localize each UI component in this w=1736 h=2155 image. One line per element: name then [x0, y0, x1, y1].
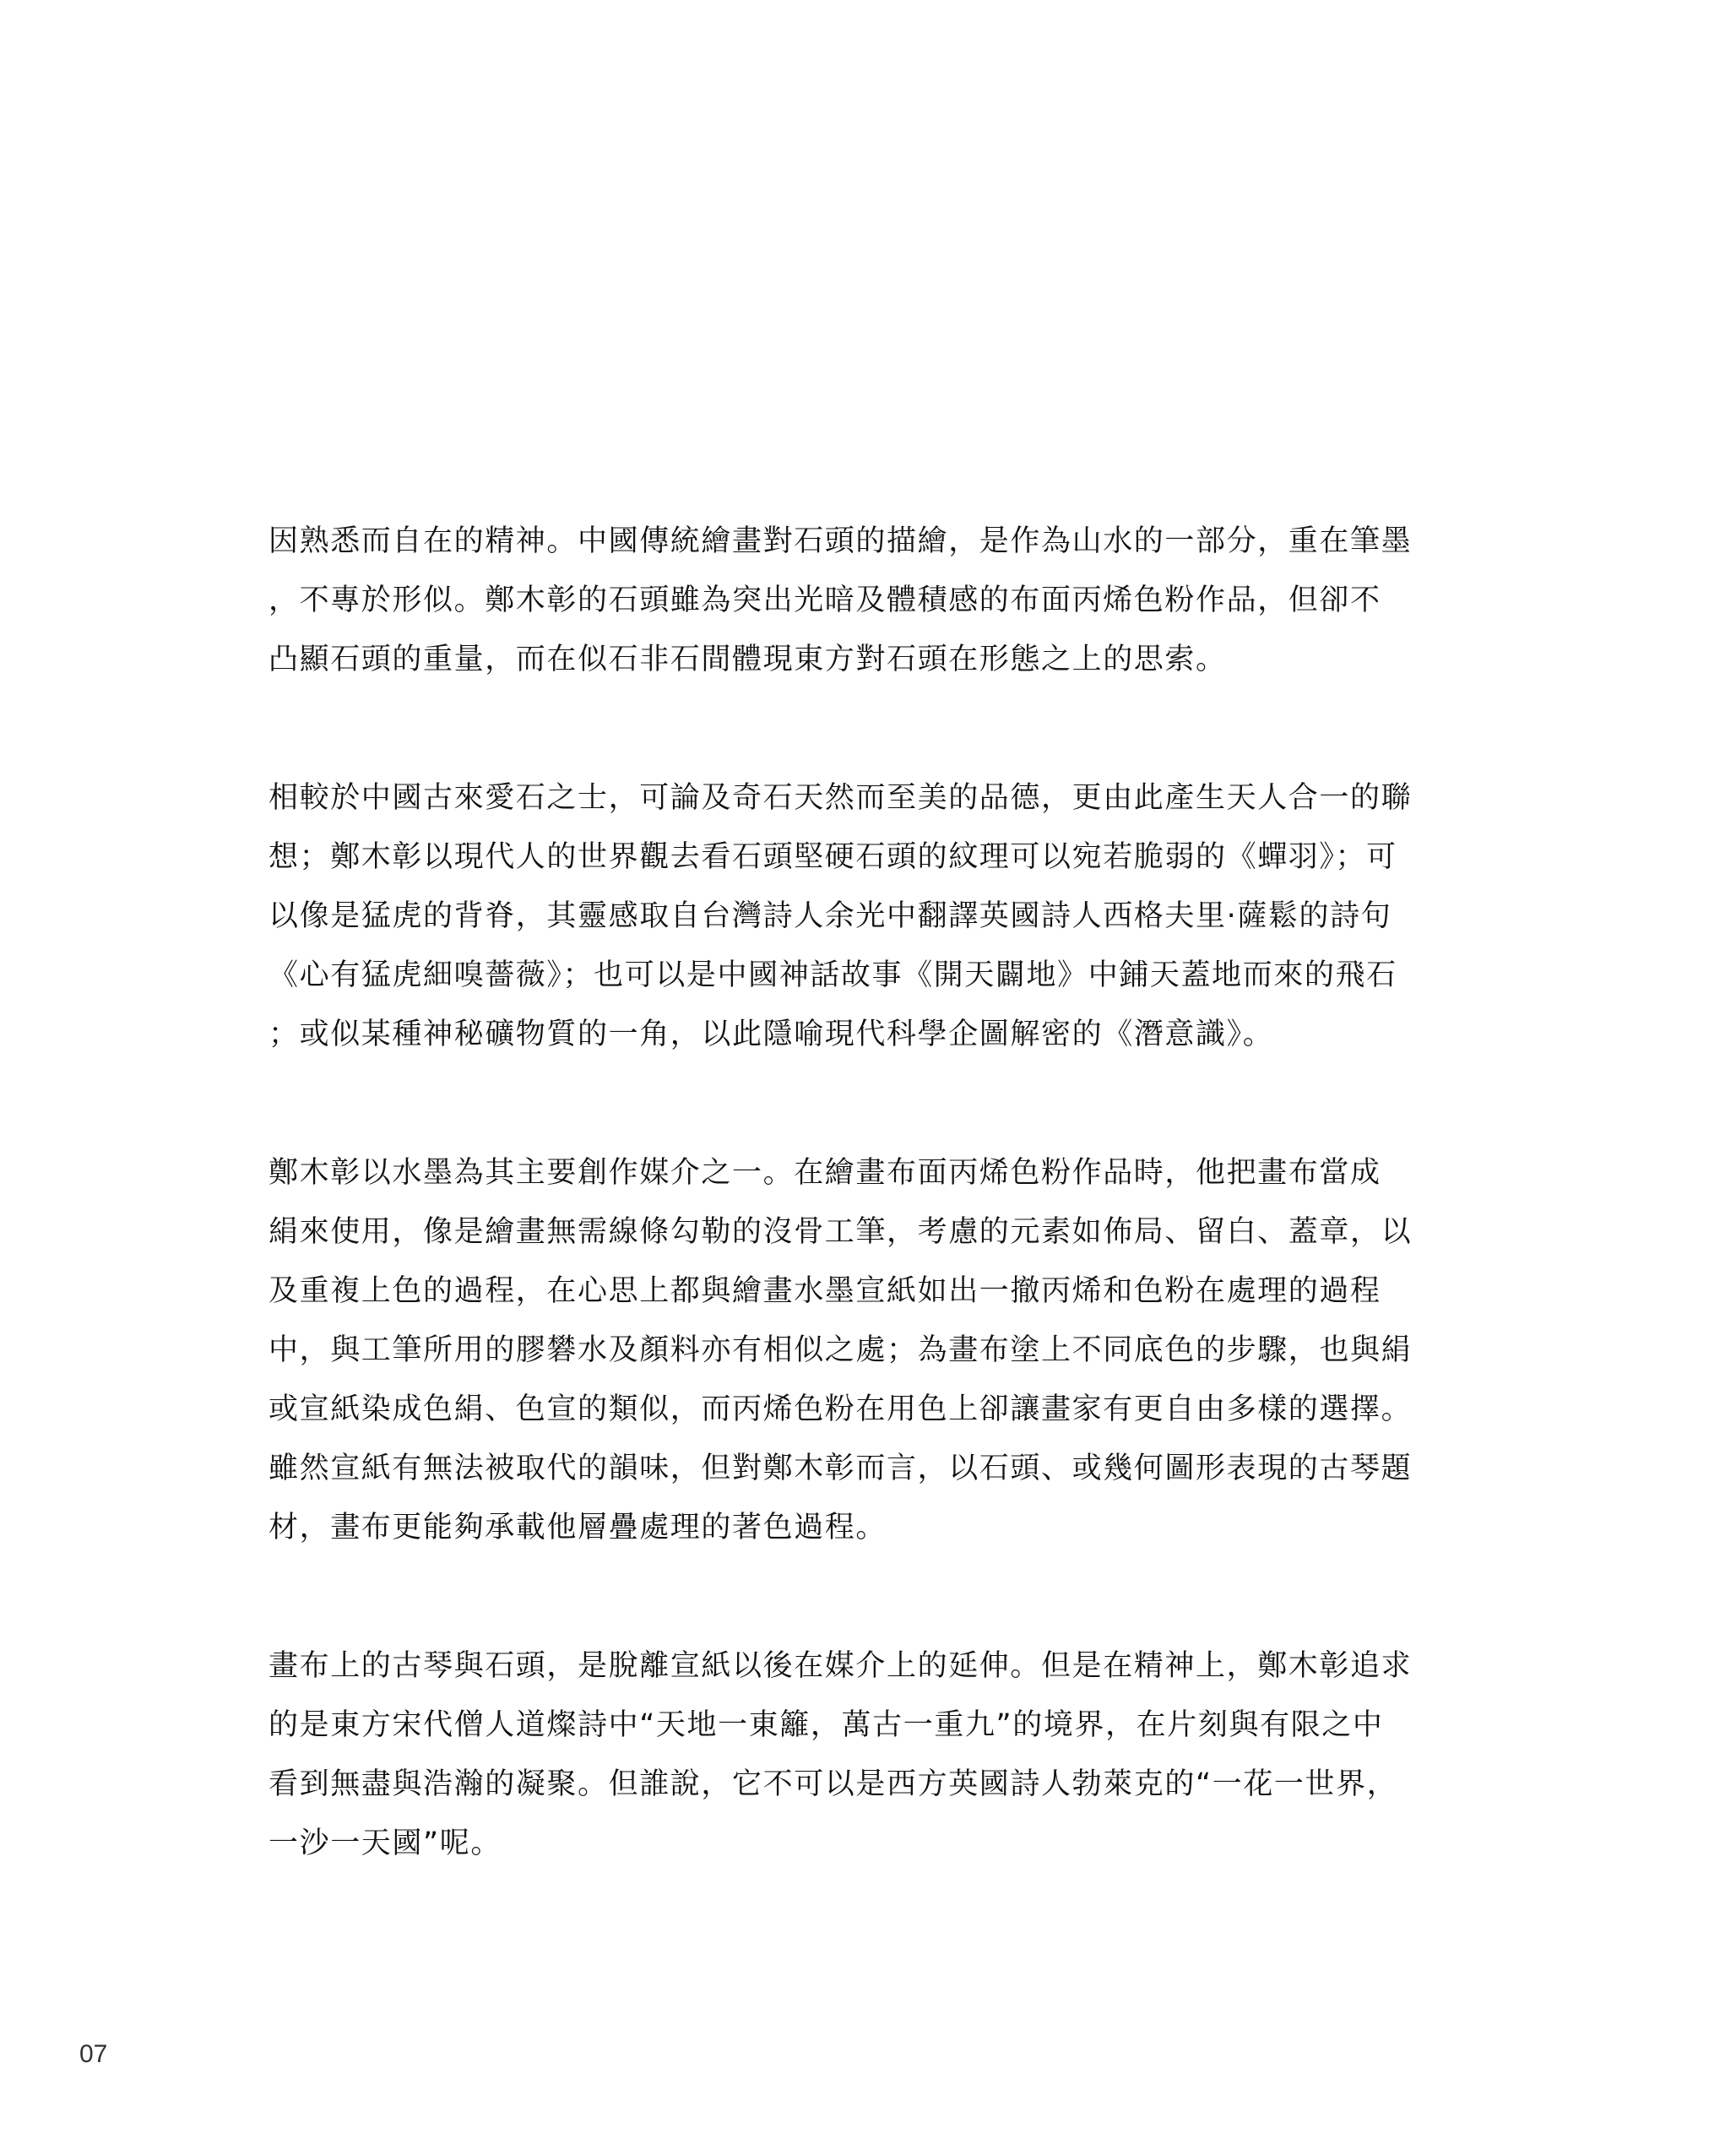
text-line: 的是東方宋代僧人道燦詩中“天地一東籬，萬古一重九”的境界，在片刻與有限之中 — [269, 1708, 1384, 1742]
paragraph-1 — [269, 512, 1467, 689]
text-line: 鄭木彰以水墨為其主要創作媒介之一。在繪畫布面丙烯色粉作品時，他把畫布當成 — [269, 1156, 1381, 1190]
paragraph-2 — [269, 768, 1467, 1064]
text-line: 雖然宣紙有無法被取代的韻味，但對鄭木彰而言，以石頭、或幾何圖形表現的古琴題 — [269, 1452, 1413, 1485]
text-line: 因熟悉而自在的精神。中國傳統繪畫對石頭的描繪，是作為山水的一部分，重在筆墨 — [269, 524, 1413, 558]
text-line: 看到無盡與浩瀚的凝聚。但誰說，它不可以是西方英國詩人勃萊克的“一花一世界， — [269, 1767, 1398, 1801]
text-line: 中，與工筆所用的膠礬水及顏料亦有相似之處；為畫布塗上不同底色的步驟，也與絹 — [269, 1333, 1413, 1367]
text-line: 及重複上色的過程，在心思上都與繪畫水墨宣紙如出一撤丙烯和色粉在處理的過程 — [269, 1274, 1381, 1308]
text-line: 畫布上的古琴與石頭，是脫離宣紙以後在媒介上的延伸。但是在精神上，鄭木彰追求 — [269, 1649, 1413, 1683]
page-number: 07 — [79, 2040, 108, 2068]
text-line: 絹來使用，像是繪畫無需線條勾勒的沒骨工筆，考慮的元素如佈局、留白、蓋章，以 — [269, 1215, 1413, 1249]
paragraph-3 — [269, 1143, 1467, 1557]
text-line: ，不專於形似。鄭木彰的石頭雖為突出光暗及體積感的布面丙烯色粉作品，但卻不 — [269, 584, 1381, 617]
text-line: 《心有猛虎細嗅薔薇》；也可以是中國神話故事《開天闢地》中鋪天蓋地而來的飛石 — [269, 958, 1397, 992]
article-body — [269, 512, 1467, 1952]
paragraph-4 — [269, 1637, 1467, 1873]
text-line: 凸顯石頭的重量，而在似石非石間體現東方對石頭在形態之上的思索。 — [269, 643, 1227, 676]
text-line: 想；鄭木彰以現代人的世界觀去看石頭堅硬石頭的紋理可以宛若脆弱的《蟬羽》；可 — [269, 840, 1397, 874]
text-line: 以像是猛虎的背脊，其靈感取自台灣詩人余光中翻譯英國詩人西格夫里·薩鬆的詩句 — [269, 899, 1392, 933]
text-line: 材，畫布更能夠承載他層疊處理的著色過程。 — [269, 1511, 887, 1544]
text-line: 一沙一天國”呢。 — [269, 1827, 502, 1860]
text-line: ；或似某種神秘礦物質的一角，以此隱喻現代科學企圖解密的《潛意識》。 — [269, 1018, 1274, 1051]
text-line: 或宣紙染成色絹、色宣的類似，而丙烯色粉在用色上卻讓畫家有更自由多樣的選擇。 — [269, 1392, 1413, 1426]
text-line: 相較於中國古來愛石之士，可論及奇石天然而至美的品德，更由此產生天人合一的聯 — [269, 781, 1413, 815]
